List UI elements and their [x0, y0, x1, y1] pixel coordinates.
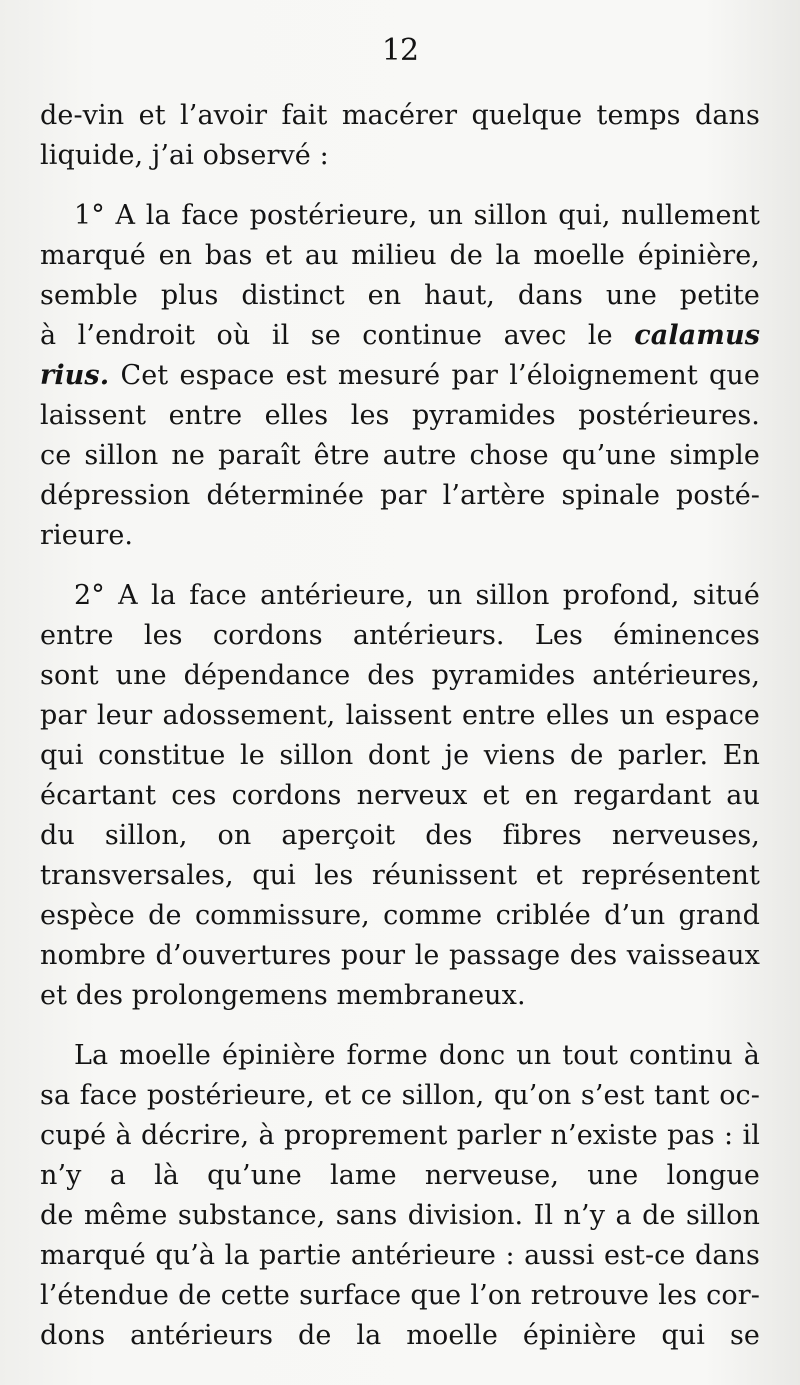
text-line — [40, 936, 760, 976]
text-line — [40, 896, 760, 936]
text-fragment: sa face postérieure, et ce sillon, qu’on s’est tant oc- — [40, 1080, 760, 1111]
text-line — [40, 516, 760, 556]
text-fragment: qui constitue le sillon dont je viens de parler. En — [40, 740, 760, 771]
text-line — [40, 276, 760, 316]
text-fragment: dons antérieurs de la moelle épinière qui se — [40, 1320, 760, 1351]
paragraph-gap — [40, 1016, 760, 1036]
text-fragment: ce sillon ne paraît être autre chose qu’une simple — [40, 440, 760, 471]
text-fragment: dépression déterminée par l’artère spinale posté- — [40, 480, 760, 511]
text-line — [40, 476, 760, 516]
body-text — [40, 96, 760, 1356]
text-fragment: Cet espace est mesuré par l’éloignement que — [109, 360, 760, 391]
text-fragment: rius. — [40, 360, 110, 391]
text-fragment: entre les cordons antérieurs. Les éminences — [40, 620, 760, 651]
page-number: 12 — [381, 33, 419, 68]
text-line — [40, 616, 760, 656]
text-line — [40, 316, 760, 356]
text-fragment: de-vin et l’avoir fait macérer quelque temps dans — [40, 100, 760, 131]
text-line — [40, 1316, 760, 1356]
text-fragment: écartant ces cordons nerveux et en regardant au — [40, 780, 760, 811]
text-fragment: du sillon, on aperçoit des fibres nerveuses, — [40, 820, 760, 851]
text-fragment: cupé à décrire, à proprement parler n’existe pas : il — [40, 1120, 760, 1151]
text-line — [40, 1236, 760, 1276]
text-fragment: rieure. — [40, 520, 134, 551]
text-fragment: La moelle épinière forme donc un tout continu à — [74, 1040, 760, 1071]
text-fragment: calamus — [634, 320, 760, 351]
text-line — [40, 816, 760, 856]
text-fragment: laissent entre elles les pyramides postérieures. — [40, 400, 760, 431]
text-fragment: marqué qu’à la partie antérieure : aussi est-ce dans — [40, 1240, 760, 1271]
text-fragment: l’étendue de cette surface que l’on retrouve les cor- — [40, 1280, 760, 1311]
text-line — [40, 856, 760, 896]
text-fragment: à l’endroit où il se continue avec le — [40, 320, 635, 351]
text-line — [40, 736, 760, 776]
text-line — [40, 1156, 760, 1196]
text-line — [40, 136, 760, 176]
text-line — [40, 576, 760, 616]
text-fragment: 2° A la face antérieure, un sillon profond, situé — [74, 580, 760, 611]
text-fragment: semble plus distinct en haut, dans une petite — [40, 280, 760, 311]
text-line — [40, 96, 760, 136]
text-line — [40, 196, 760, 236]
text-line — [40, 1196, 760, 1236]
text-fragment: sont une dépendance des pyramides antérieures, — [40, 660, 760, 691]
paragraph-gap — [40, 176, 760, 196]
text-line — [40, 1076, 760, 1116]
text-fragment: liquide, j’ai observé : — [40, 140, 329, 171]
text-fragment: nombre d’ouvertures pour le passage des vaisseaux — [40, 940, 760, 971]
text-line — [40, 356, 760, 396]
text-fragment: et des prolongemens membraneux. — [40, 980, 526, 1011]
text-fragment: espèce de commissure, comme criblée d’un grand — [40, 900, 760, 931]
paragraph-gap — [40, 556, 760, 576]
text-line — [40, 776, 760, 816]
text-line — [40, 1036, 760, 1076]
text-line — [40, 1116, 760, 1156]
text-fragment: marqué en bas et au milieu de la moelle épinière, — [40, 240, 760, 271]
text-line — [40, 236, 760, 276]
text-fragment: n’y a là qu’une lame nerveuse, une longue — [40, 1160, 760, 1191]
text-fragment: transversales, qui les réunissent et représentent — [40, 860, 760, 891]
text-fragment: 1° A la face postérieure, un sillon qui, nullement — [74, 200, 760, 231]
text-line — [40, 436, 760, 476]
text-fragment: de même substance, sans division. Il n’y a de sillon — [40, 1200, 760, 1231]
text-line — [40, 656, 760, 696]
text-fragment: par leur adossement, laissent entre elles un espace — [40, 700, 760, 731]
text-line — [40, 1276, 760, 1316]
text-line — [40, 696, 760, 736]
text-line — [40, 976, 760, 1016]
text-line — [40, 396, 760, 436]
